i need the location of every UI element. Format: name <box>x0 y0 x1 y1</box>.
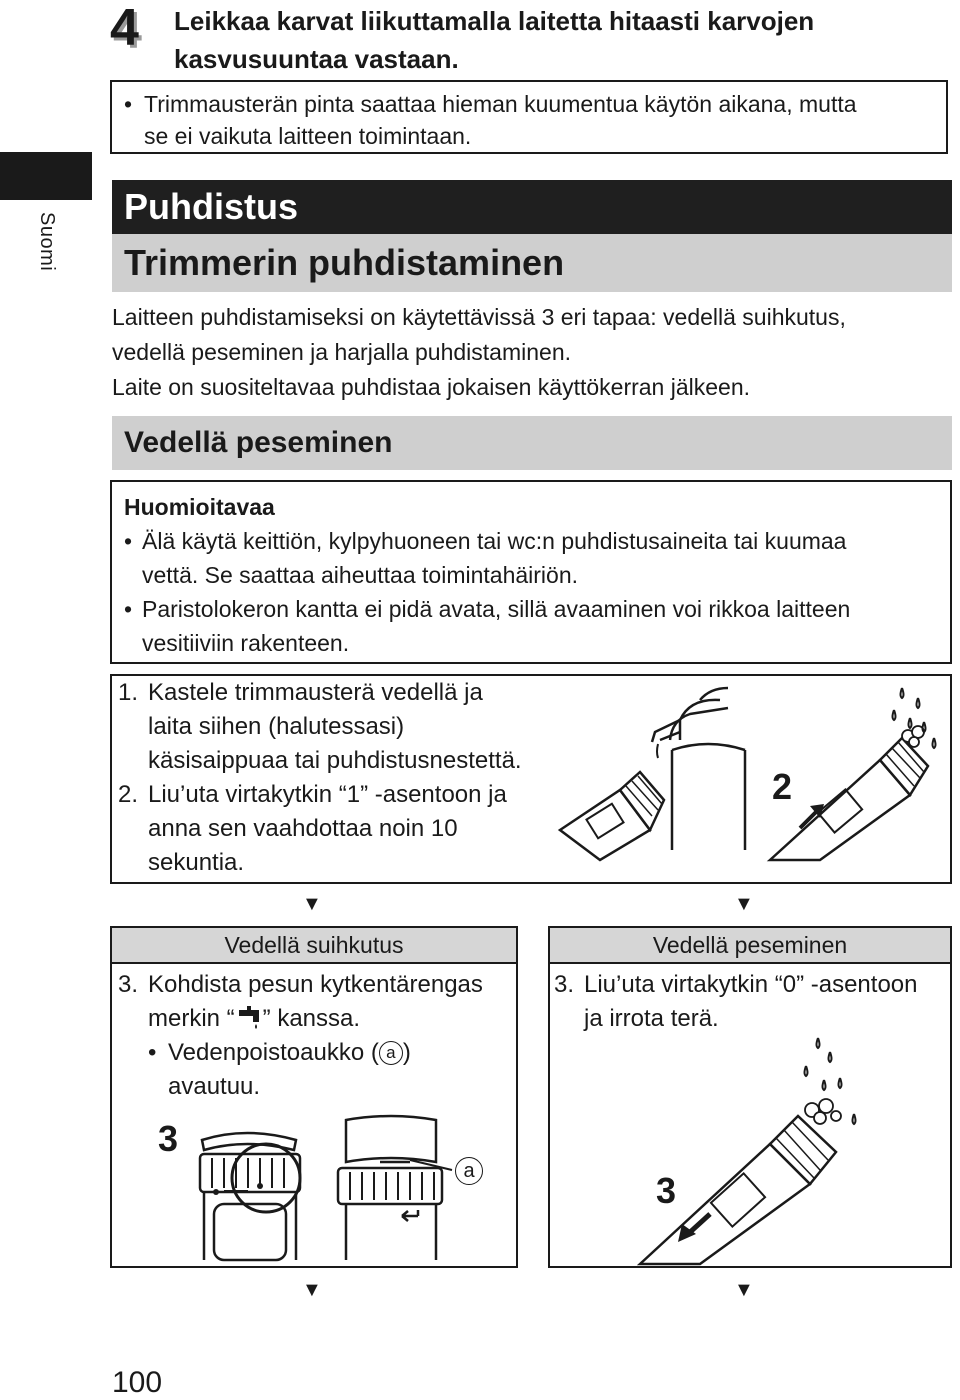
step-line: Kastele trimmausterä vedellä ja <box>148 679 483 706</box>
caution-line: Paristolokeron kantta ei pidä avata, sillä avaaminen voi rikkoa laitteen <box>142 596 851 622</box>
wash-heading: Vedellä peseminen <box>548 926 952 964</box>
caution-line: vesitiiviin rakenteen. <box>142 630 350 656</box>
side-tab-label: Suomi <box>36 212 58 272</box>
bullet-line: avautuu. <box>168 1073 261 1100</box>
note-item <box>124 88 936 152</box>
wash-trimmer-illustration <box>630 1034 870 1264</box>
down-arrow-icon: ▼ <box>302 1279 322 1301</box>
step-line: laita siihen (halutessasi) <box>148 713 405 740</box>
page-number: 100 <box>112 1366 163 1399</box>
steps-1-2-text <box>118 676 568 880</box>
spray-bullet <box>148 1036 483 1104</box>
side-tab-marker <box>0 152 92 200</box>
spray-step <box>118 968 518 1104</box>
figure-label: 3 <box>656 1170 677 1211</box>
intro-paragraph <box>112 300 952 405</box>
soap-bottle-illustration <box>560 680 760 860</box>
intro-line: Laitteen puhdistamiseksi on käytettävissä 3 eri tapaa: vedellä suihkutus, <box>112 304 846 330</box>
note-line: se ei vaikuta laitteen toimintaan. <box>144 123 472 149</box>
caution-line: vettä. Se saattaa aiheuttaa toimintahäiriön. <box>142 562 579 588</box>
bullet-line: Vedenpoistoaukko ( <box>168 1039 379 1066</box>
step-number: 3. <box>118 971 139 998</box>
caution-item <box>124 592 938 660</box>
caution-box <box>110 480 952 664</box>
step-title <box>174 2 934 78</box>
figure-label: 3 <box>158 1118 179 1159</box>
section-title: Puhdistus <box>112 180 952 234</box>
down-arrow-icon: ▼ <box>302 893 322 915</box>
step-line: Kohdista pesun kytkentärengas <box>148 971 483 998</box>
step-line: merkin “ <box>148 1005 235 1032</box>
note-line: Trimmausterän pinta saattaa hieman kuumentua käytön aikana, mutta <box>144 91 857 117</box>
washing-heading: Vedellä peseminen <box>112 416 952 470</box>
step-number: 4 <box>110 0 139 57</box>
step-title-line: kasvusuuntaa vastaan. <box>174 44 459 74</box>
caution-line: Älä käytä keittiön, kylpyhuoneen tai wc:n puhdistusaineita tai kuumaa <box>142 528 847 554</box>
intro-line: Laite on suositeltavaa puhdistaa jokaisen käyttökerran jälkeen. <box>112 374 751 400</box>
step-item <box>118 968 518 1104</box>
figure-label: 2 <box>772 766 793 807</box>
down-arrow-icon: ▼ <box>734 893 754 915</box>
bullet-icon: • <box>124 528 133 554</box>
drain-marker-icon: a <box>379 1041 403 1065</box>
step-line: Liu’uta virtakytkin “0” -asentoon <box>584 971 918 998</box>
step-title-line: Leikkaa karvat liikuttamalla laitetta hitaasti karvojen <box>174 6 815 36</box>
bullet-icon: • <box>124 91 133 117</box>
drain-marker-label: a <box>455 1157 483 1185</box>
bullet-icon: • <box>148 1039 157 1066</box>
step-item <box>554 968 950 1036</box>
wash-step <box>554 968 950 1036</box>
step-number: 1. <box>118 679 139 706</box>
step-line: käsisaippuaa tai puhdistusnestettä. <box>148 747 522 774</box>
caution-heading: Huomioitavaa <box>124 494 275 520</box>
note-box <box>110 80 948 154</box>
step-line: Liu’uta virtakytkin “1” -asentoon ja <box>148 781 507 808</box>
step-number: 2. <box>118 781 139 808</box>
step-number: 3. <box>554 971 575 998</box>
step-line: ” kanssa. <box>262 1005 361 1032</box>
step-item <box>118 778 568 880</box>
step-line: ja irrota terä. <box>584 1005 719 1032</box>
down-arrow-icon: ▼ <box>734 1279 754 1301</box>
bullet-line: ) <box>402 1039 411 1066</box>
caution-item <box>124 524 938 592</box>
spray-heading: Vedellä suihkutus <box>110 926 518 964</box>
washing-ring-illustration <box>196 1110 506 1260</box>
section-subtitle: Trimmerin puhdistaminen <box>112 234 952 292</box>
step-line: sekuntia. <box>148 849 245 876</box>
step-line: anna sen vaahdottaa noin 10 <box>148 815 458 842</box>
faucet-icon <box>235 1004 263 1030</box>
bullet-icon: • <box>124 596 133 622</box>
step-item <box>118 676 568 778</box>
intro-line: vedellä peseminen ja harjalla puhdistaminen. <box>112 339 572 365</box>
